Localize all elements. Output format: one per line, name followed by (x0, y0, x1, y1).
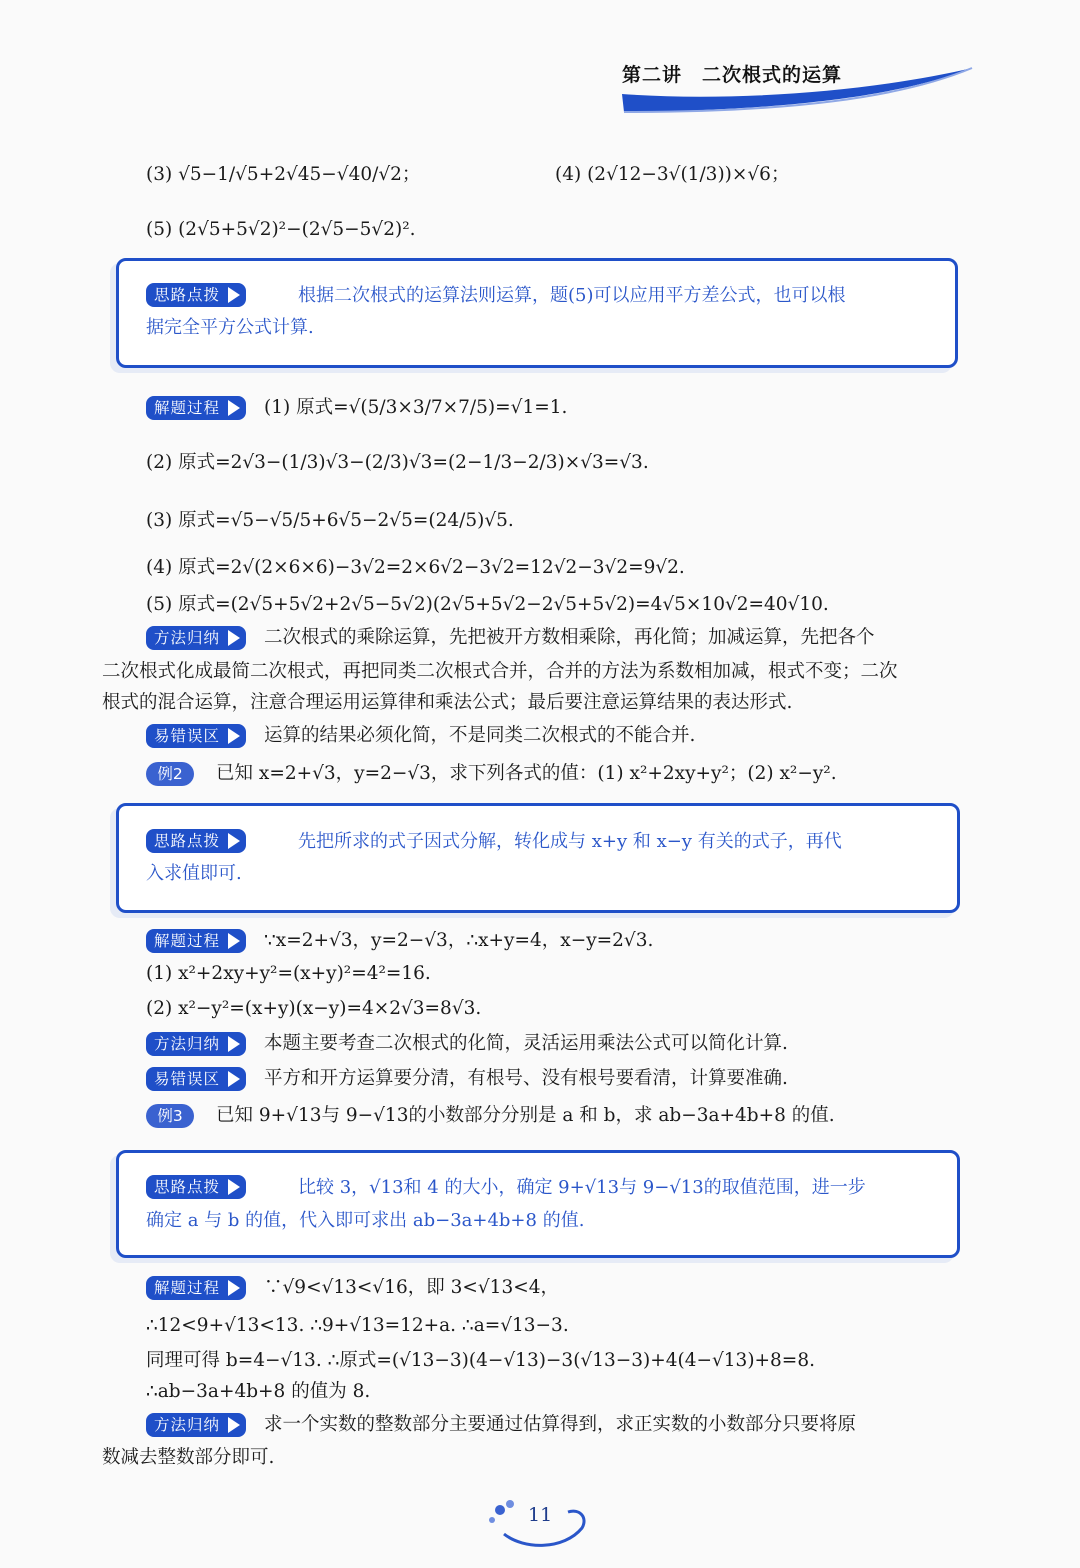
tip-box-2 (116, 803, 960, 913)
method-3-line-1: 求一个实数的整数部分主要通过估算得到，求正实数的小数部分只要将原 (264, 1414, 857, 1435)
method-2-text: 本题主要考查二次根式的化简，灵活运用乘法公式可以简化计算. (264, 1033, 788, 1054)
method-1-line-1: 二次根式的乘除运算，先把被开方数相乘除，再化简；加减运算，先把各个 (264, 627, 875, 648)
solution-1-step-2: (2) 原式=2√3−(1/3)√3−(2/3)√3=(2−1/3−2/3)×√3=√3. (146, 452, 649, 473)
tip-3-line-1: 比较 3，√13和 4 的大小，确定 9+√13与 9−√13的取值范围，进一步 (298, 1177, 866, 1198)
fangfa-badge-2: 方法归纳 (146, 1032, 246, 1056)
jieti-badge: 解题过程 (146, 396, 246, 420)
error-2-text: 平方和开方运算要分清，有根号、没有根号要看清，计算要准确. (264, 1068, 788, 1089)
jieti-badge-3: 解题过程 (146, 1276, 246, 1300)
tip-2-line-2: 入求值即可. (146, 863, 242, 884)
solution-3-step-2: 同理可得 b=4−√13. ∴原式=(√13−3)(4−√13)−3(√13−3)+4(4−√13)+8=8. (146, 1350, 815, 1371)
error-1-text: 运算的结果必须化简，不是同类二次根式的不能合并. (264, 725, 696, 746)
tip-box-3 (116, 1150, 960, 1258)
method-3-line-2: 数减去整数部分即可. (102, 1447, 275, 1468)
solution-2-step-2: (2) x²−y²=(x+y)(x−y)=4×2√3=8√3. (146, 998, 482, 1019)
tip-3-line-2: 确定 a 与 b 的值，代入即可求出 ab−3a+4b+8 的值. (146, 1210, 585, 1231)
silu-badge-2: 思路点拨 (146, 829, 246, 853)
solution-3-step-0: ∵√9<√13<√16，即 3<√13<4， (264, 1277, 559, 1298)
example-3-text: 已知 9+√13与 9−√13的小数部分分别是 a 和 b，求 ab−3a+4b+8 的值. (216, 1105, 835, 1126)
fangfa-badge-3: 方法归纳 (146, 1413, 246, 1437)
jieti-badge-2: 解题过程 (146, 929, 246, 953)
method-1-line-3: 根式的混合运算，注意合理运用运算律和乘法公式；最后要注意运算结果的表达形式. (102, 692, 793, 713)
example-3-badge: 例3 (146, 1104, 194, 1128)
tip-1-line-1: 根据二次根式的运算法则运算，题(5)可以应用平方差公式，也可以根 (298, 285, 846, 306)
problem-5: (5) (2√5+5√2)²−(2√5−5√2)². (146, 219, 416, 240)
method-1-line-2: 二次根式化成最简二次根式，再把同类二次根式合并，合并的方法为系数相加减，根式不变；二次 (102, 661, 898, 682)
yicuo-badge: 易错误区 (146, 724, 246, 748)
page-number: 11 (528, 1504, 553, 1526)
solution-1-step-4: (4) 原式=2√(2×6×6)−3√2=2×6√2−3√2=12√2−3√2=9√2. (146, 557, 685, 578)
silu-badge: 思路点拨 (146, 283, 246, 307)
example-2-text: 已知 x=2+√3，y=2−√3，求下列各式的值：(1) x²+2xy+y²；(2) x²−y². (216, 763, 837, 784)
example-2-badge: 例2 (146, 762, 194, 786)
silu-badge-3: 思路点拨 (146, 1175, 246, 1199)
solution-1-step-5: (5) 原式=(2√5+5√2+2√5−5√2)(2√5+5√2−2√5+5√2)=4√5×10√2=40√10. (146, 594, 829, 615)
tip-2-line-1: 先把所求的式子因式分解，转化成与 x+y 和 x−y 有关的式子，再代 (298, 831, 842, 852)
chapter-title: 第二讲 二次根式的运算 (622, 64, 843, 86)
fangfa-badge: 方法归纳 (146, 626, 246, 650)
solution-2-step-0: ∵x=2+√3，y=2−√3，∴x+y=4，x−y=2√3. (264, 930, 654, 951)
problem-3: (3) √5−1/√5+2√45−√40/√2； (146, 164, 421, 185)
solution-3-step-3: ∴ab−3a+4b+8 的值为 8. (146, 1381, 371, 1402)
tip-1-line-2: 据完全平方公式计算. (146, 317, 314, 338)
problem-4: (4) (2√12−3√(1/3))×√6； (555, 164, 790, 185)
solution-1-step-1: (1) 原式=√(5/3×3/7×7/5)=√1=1. (264, 397, 568, 418)
solution-3-step-1: ∴12<9+√13<13. ∴9+√13=12+a. ∴a=√13−3. (146, 1315, 569, 1336)
solution-1-step-3: (3) 原式=√5−√5/5+6√5−2√5=(24/5)√5. (146, 510, 514, 531)
solution-2-step-1: (1) x²+2xy+y²=(x+y)²=4²=16. (146, 963, 431, 984)
yicuo-badge-2: 易错误区 (146, 1067, 246, 1091)
